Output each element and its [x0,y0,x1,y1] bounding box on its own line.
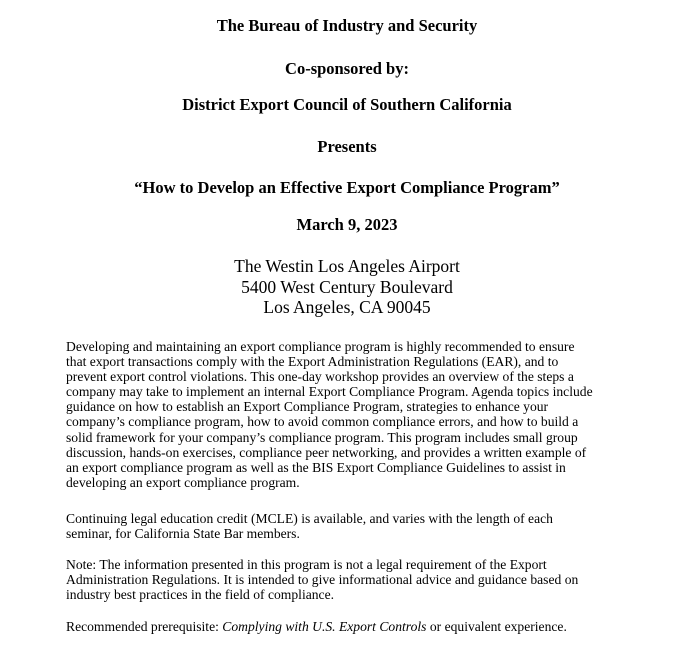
venue-street: 5400 West Century Boulevard [241,276,453,297]
presents-label: Presents [317,137,377,156]
venue-block [0,256,694,318]
description-line: solid framework for your company’s compliance program. This program includes small group [66,429,578,445]
prerequisite-label: Recommended prerequisite: [66,619,223,634]
mcle-line: seminar, for California State Bar members. [66,526,300,542]
prerequisite-paragraph [66,619,626,634]
description-line: prevent export control violations. This one-day workshop provides an overview of the steps a [66,369,574,385]
description-paragraph [66,339,626,490]
cosponsor-name: District Export Council of Southern California [182,95,512,114]
description-line: Developing and maintaining an export compliance program is highly recommended to ensure [66,339,575,354]
mcle-line: Continuing legal education credit (MCLE) is available, and varies with the length of each [66,511,553,526]
prerequisite-suffix: or equivalent experience. [426,619,567,634]
mcle-paragraph [66,511,626,541]
description-line: company may take to implement an internal Export Compliance Program. Agenda topics include [66,384,593,400]
description-line: an export compliance program as well as the BIS Export Compliance Guidelines to assist in [66,459,566,475]
note-line: Administration Regulations. It is intended to give informational advice and guidance based on [66,572,579,588]
description-line: developing an export compliance program. [66,474,300,490]
program-title: “How to Develop an Effective Export Compliance Program” [134,178,560,197]
venue-name: The Westin Los Angeles Airport [234,256,460,276]
prerequisite-line [66,619,626,634]
description-line: that export transactions comply with the Export Administration Regulations (EAR), and to [66,354,559,370]
prerequisite-course: Complying with U.S. Export Controls [222,619,427,634]
event-date: March 9, 2023 [296,215,398,234]
note-line: industry best practices in the field of compliance. [66,587,335,603]
note-line: Note: The information presented in this program is not a legal requirement of the Export [66,557,547,572]
description-line: guidance on how to establish an Export Compliance Program, strategies to enhance your [66,399,549,415]
note-paragraph [66,557,626,602]
venue-city: Los Angeles, CA 90045 [263,297,431,317]
description-line: company’s compliance program, how to avoid common compliance errors, and how to build a [66,414,579,430]
description-line: discussion, hands-on exercises, compliance peer networking, and provides a written example of [66,444,587,460]
organization-heading: The Bureau of Industry and Security [216,16,478,35]
cosponsored-label: Co-sponsored by: [285,59,409,78]
